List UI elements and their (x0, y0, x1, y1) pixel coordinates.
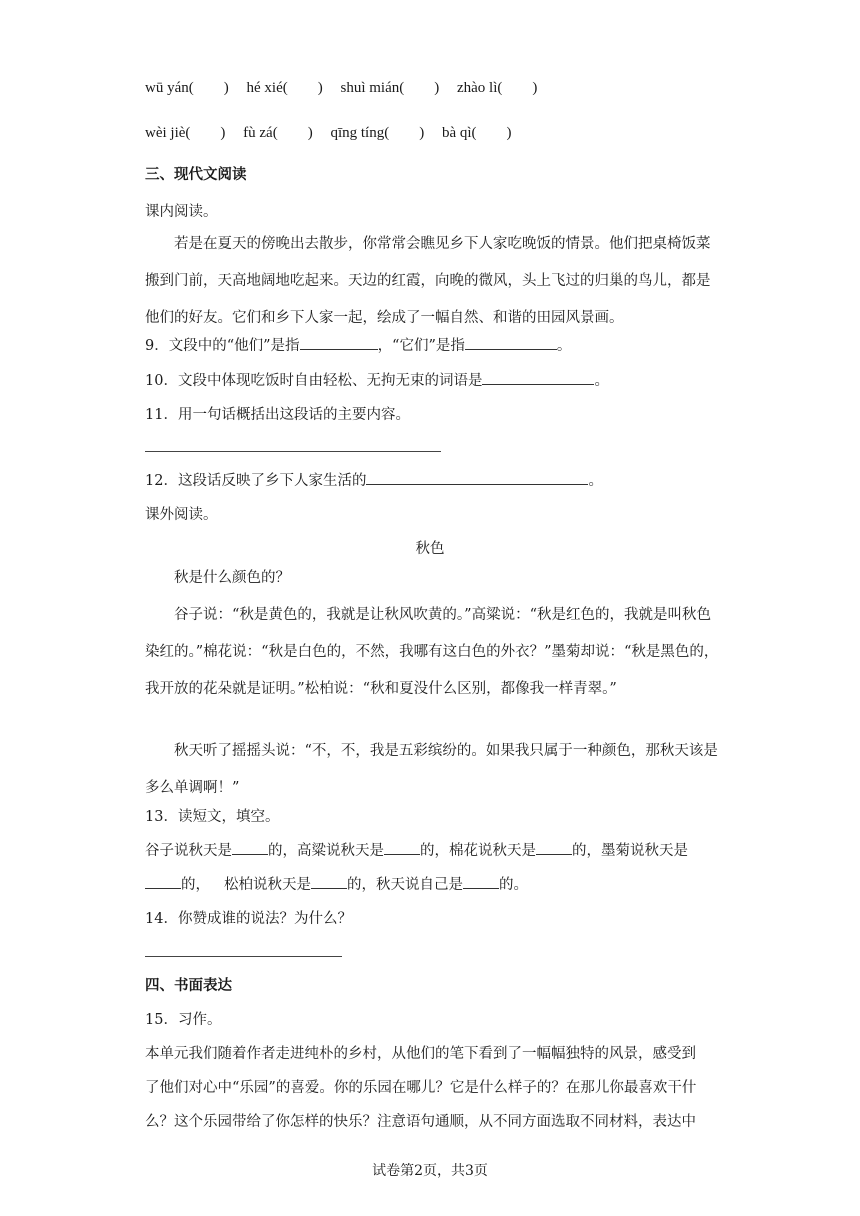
pinyin-item: shuì mián( ) (340, 80, 440, 96)
question-12: 12．这段话反映了乡下人家生活的 。 (145, 469, 603, 490)
pinyin-item: zhào lì( ) (456, 80, 538, 96)
question-15: 15．习作。 (145, 1012, 222, 1028)
answer-blank[interactable] (482, 370, 594, 385)
answer-blank[interactable] (366, 470, 588, 485)
extra-reading-label: 课外阅读。 (145, 507, 218, 523)
answer-blank[interactable] (145, 874, 181, 889)
question-13: 13．读短文，填空。 (145, 809, 280, 825)
pinyin-item: wū yán( ) (145, 80, 229, 96)
answer-blank[interactable] (300, 335, 378, 350)
passage-1: 若是在夏天的傍晚出去散步，你常常会瞧见乡下人家吃晚饭的情景。他们把桌椅饭菜搬到门前，天高地阔地吃起来。天边的红霞，向晚的微风，头上飞过的归巢的鸟儿，都是他们的好友。它们和乡下人家一起，绘成了一幅自然、和谐的田园风景画。 (145, 236, 711, 326)
pinyin-item: bà qì( ) (441, 125, 512, 141)
in-class-reading-label: 课内阅读。 (145, 204, 218, 220)
pinyin-item: fù zá( ) (243, 125, 313, 141)
essay-prompt-line: 了他们对心中“乐园”的喜爱。你的乐园在哪儿？它是什么样子的？在那儿你最喜欢干什 (145, 1080, 697, 1096)
question-10: 10．文段中体现吃饭时自由轻松、无拘无束的词语是 。 (145, 369, 609, 390)
answer-blank[interactable] (536, 840, 572, 855)
answer-blank[interactable] (463, 874, 499, 889)
question-13-line-1: 谷子说秋天是 的，高粱说秋天是 的，棉花说秋天是 的，墨菊说秋天是 (145, 839, 688, 860)
page-footer: 试卷第2页，共3页 (372, 1163, 488, 1179)
story-paragraph-1: 秋是什么颜色的？ (174, 570, 290, 586)
story-paragraph-3: 秋天听了摇摇头说：“不，不，我是五彩缤纷的。如果我只属于一种颜色，那秋天该是多么单调啊！” (145, 743, 718, 796)
pinyin-item: qīng tíng( ) (330, 125, 425, 141)
question-14: 14．你赞成谁的说法？为什么？ (145, 911, 352, 927)
answer-blank[interactable] (311, 874, 347, 889)
answer-line[interactable] (145, 956, 342, 957)
question-13-line-2: 的， 松柏说秋天是 的，秋天说自己是 的。 (145, 873, 528, 894)
section-3-heading: 三、现代文阅读 (145, 166, 247, 183)
story-title: 秋色 (415, 541, 445, 557)
essay-prompt-line: 么？这个乐园带给了你怎样的快乐？注意语句通顺，从不同方面选取不同材料，表达中 (145, 1114, 696, 1130)
pinyin-row-2 (145, 125, 526, 142)
answer-line[interactable] (145, 451, 441, 452)
answer-blank[interactable] (384, 840, 420, 855)
question-9: 9．文段中的“他们”是指 ，“它们”是指 。 (145, 334, 571, 355)
pinyin-item: wèi jiè( ) (145, 125, 226, 141)
section-4-heading: 四、书面表达 (145, 977, 232, 994)
pinyin-row-1 (145, 80, 551, 97)
answer-blank[interactable] (465, 335, 557, 350)
question-11: 11．用一句话概括出这段话的主要内容。 (145, 407, 410, 423)
answer-blank[interactable] (232, 840, 268, 855)
pinyin-item: hé xié( ) (246, 80, 323, 96)
story-paragraph-2: 谷子说：“秋是黄色的，我就是让秋风吹黄的。”高粱说：“秋是红色的，我就是叫秋色染红的。”棉花说：“秋是白色的，不然，我哪有这白色的外衣？”墨菊却说：“秋是黑色的，我开放的花朵就是证明。”松柏说：“秋和夏没什么区别，都像我一样青翠。” (145, 607, 719, 697)
essay-prompt-line: 本单元我们随着作者走进纯朴的乡村，从他们的笔下看到了一幅幅独特的风景，感受到 (145, 1046, 696, 1062)
